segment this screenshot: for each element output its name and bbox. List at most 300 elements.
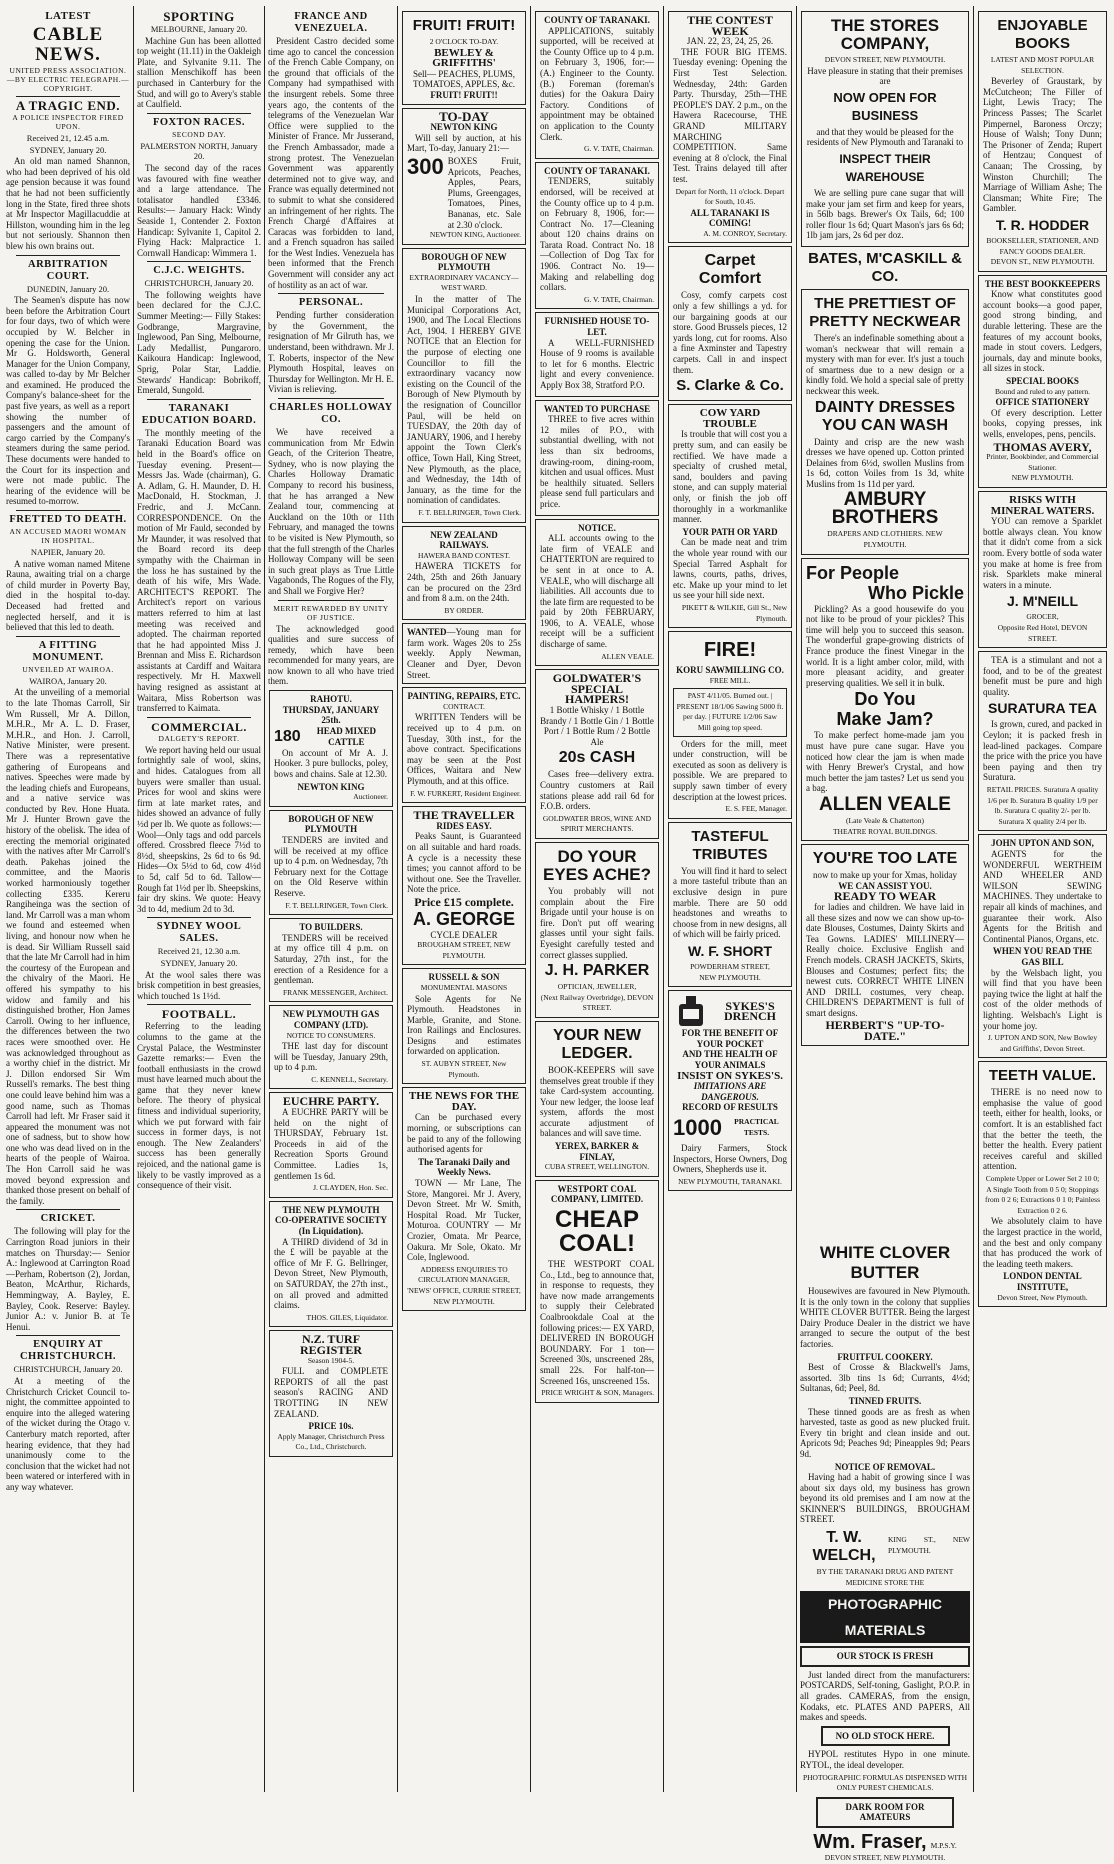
newton-king-count: 300	[407, 153, 444, 179]
football-body: Referring to the leading columns to the game at the Crystal Palace, the Westminster Gazette remarks:— Even the football enthusiasts in the crowd must have learned much about the game that they never knew before. The theory of physical fitness and individual superiority, which we put forward with fair success in former days, is not enough. The New Zealanders' success has been generally rejoiced, and the national game is likely to be vastly improved as a consequence of their visit.	[137, 1021, 261, 1191]
rahotu-date: THURSDAY, JANUARY 25th.	[282, 704, 380, 726]
newton-king-items: BOXES Fruit, Apricots, Peaches, Apples, Pears, Plums, Greengages, Tomatoes, Pines, Bananas, etc. Sale at 2.30 o'clock.	[447, 155, 521, 230]
cowyard-body: Is trouble that will cost you a pretty sum, and can easily be rectified. We have made a specialty of crushed metal, sand, boulders and paving stone, and can supply material only, or finish the job off thoroughly in a workmanlike manner.	[673, 429, 787, 525]
divider	[147, 113, 251, 114]
fraser-name: Wm. Fraser,	[813, 1830, 927, 1853]
books-ad	[978, 11, 1107, 272]
bottle-icon	[673, 994, 709, 1028]
too-late-assist: WE CAN ASSIST YOU.	[838, 880, 932, 891]
upton-title: JOHN UPTON AND SON,	[991, 838, 1094, 849]
sykes-count: 1000	[673, 1114, 722, 1140]
ambury-sub: DRAPERS AND CLOTHIERS. NEW PLYMOUTH.	[827, 529, 943, 550]
bookkeepers-title: THE BEST BOOKKEEPERS	[984, 278, 1101, 289]
monument-headline: A FITTING MONUMENT.	[32, 639, 104, 663]
eyes-body: You probably will not complain about the Fire Brigade until your house is on fire. Don't put off wearing glasses until your sight fails. Eyesight carefully tested and correct glasses supplied.	[540, 885, 654, 960]
upton-ad	[978, 834, 1107, 1058]
news-body: Can be purchased every morning, or subscriptions can be paid to any of the following authorised agents for	[407, 1112, 521, 1155]
builders-sign: FRANK MESSENGER, Architect.	[283, 987, 388, 997]
personal-headline: PERSONAL.	[298, 297, 364, 309]
coal-headline: CHEAP COAL!	[554, 1206, 639, 1258]
coop-title: THE NEW PLYMOUTH CO-OPERATIVE SOCIETY (In Liquidation).	[274, 1204, 388, 1236]
cjc-body: The following weights have been declared for the C.J.C. Summer Meeting:— Filly Stakes: Godbrange, Margravine, Inglewood, Pan Sing, Melbourne, Lady Medallist, Pungaroro. Kaikoura Handicap: Inglewood, Sprig, Polar Star, Laddie. Stewards' Handicap: Bobrikoff, Emerald, Sungold.	[137, 289, 261, 396]
sykes-line-4: IMITATIONS ARE DANGEROUS.	[693, 1081, 767, 1102]
news-address: ADDRESS ENQUIRIES TO CIRCULATION MANAGER, 'NEWS' OFFICE, CURRIE STREET, NEW PLYMOUTH.	[407, 1264, 521, 1306]
furnished-house-ad	[535, 312, 659, 396]
rahotu-head-line	[274, 726, 388, 748]
county-tenders-ad	[535, 162, 659, 310]
cowyard-ad	[668, 404, 792, 628]
parker-address: (Next Railway Overbridge), DEVON STREET.	[540, 992, 654, 1013]
monument-place: WAIROA, January 20.	[29, 675, 107, 686]
mneill-trade: GROCER,	[1026, 612, 1059, 622]
painting-title: PAINTING, REPAIRS, ETC.	[407, 691, 521, 702]
tragic-headline: A TRAGIC END.	[15, 98, 121, 113]
photo-fresh-box: OUR STOCK IS FRESH	[800, 1646, 970, 1667]
foxton-place: PALMERSTON NORTH, January 20.	[140, 140, 258, 162]
welch-row	[800, 1527, 970, 1567]
veale-notice-sign: ALLEN VEALE.	[601, 651, 654, 661]
hodder-name: T. R. HODDER	[995, 216, 1090, 233]
butter-body: Housewives are favoured in New Plymouth. It is the only town in the colony that supplies WHITE CLOVER BUTTER. Being the largest Dairy Produce Dealer in the district we have arranged to secure the output of the best factories.	[800, 1286, 970, 1349]
jam-body: To make perfect home-made jam you must have pure cane sugar. Have you noticed how clear the jam is when made with Henry Brewer's Crystal, and how much better the jam tastes? Let us send you a bag.	[806, 730, 964, 794]
teeth-ad	[978, 1061, 1107, 1307]
divider	[16, 255, 120, 256]
veale-notice-body: ALL accounts owing to the late firm of VEALE and CHATTERTON are required to be sent in at once to A. VEALE, who will discharge all liabilities. All accounts due to the late firm are requested to be paid by 20th FEBRUARY, 1906, to A. VEALE, whose receipt will be a sufficient discharge of same.	[540, 533, 654, 650]
photo-dark-room: DARK ROOM FOR AMATEURS	[816, 1797, 954, 1828]
rahotu-sale-ad	[269, 690, 393, 807]
france-headline: FRANCE AND VENEZUELA.	[294, 11, 368, 34]
photo-tagline: BY THE TARANAKI DRUG AND PATENT MEDICINE STORE THE	[816, 1567, 954, 1587]
removal-title: NOTICE OF REMOVAL.	[834, 1461, 936, 1472]
monument-body: At the unveiling of a memorial to the late Thomas Carroll, Sir Wm Russell, Mr A. Dillon, M.H.R., Mr A. L. D. Fraser, M.H.R., and Hon. J. Carroll, Native Minister, were present. There was a representative gathering of Europeans and natives. Speeches were made by the leading chiefs and Europeans, and a native service was conducted by Rev. Hone Huata. Mr J. Hunter Brown gave the history of the obelisk. The idea of erecting the memorial originated with the natives after Mr Carroll's death. Pakehas joined the committee, and the Maoris worked harmoniously together collecting £335. Kereru Rangiheinga was the section of land. Mr Carroll was a man whom we found and esteemed when living, and honour now when he is dead. Sir William Russell said that the late Mr Carroll had in him the courtesy of the European and the chivalry of the Maori. He offered his sympathy to his widow and family and his distinguished brother, Hon James Carroll. Owing to her influence, the differences between the two races were smoothed over. He was acknowledged throughout as a worthy chief in the district. Mr J. Dillon endorsed Sir Wm Russell's remarks. The best thing one could leave behind him was a good name, such as Thomas Carroll had left. Mr Fraser said it appeared the monument was not one of sadness, but to show how one who was dead lived on in the hearts of the people of Wairoa. The Hon Carroll said he was moved beyond expression and thanked those present on behalf of the family.	[6, 687, 130, 1206]
russell-title: RUSSELL & SON	[428, 972, 500, 983]
tinned-title: TINNED FRUITS.	[848, 1395, 922, 1406]
mineral-body: YOU can remove a Sparklet bottle always clean. You know that it didn't come from a sick room. Every bottle of soda water you make at home is free from risk. Sparklets make mineral waters in a minute.	[983, 516, 1102, 590]
tea-body: TEA is a stimulant and not a food, and to be of the greatest benefit must be pure and high quality.	[983, 655, 1102, 697]
holloway-headline: CHARLES HOLLOWAY CO.	[269, 402, 393, 425]
railways-body: HAWERA TICKETS for 24th, 25th and 26th January can be procured on the 23rd and from 8 a.m. on the 24th.	[407, 561, 521, 604]
coal-body: THE WESTPORT COAL Co., Ltd., beg to announce that, in response to requests, they have now made arrangements to supply their Celebrated Coalbrookdale Coal at the following prices:— EX YARD, DELIVERED IN BOROUGH BOUNDARY. For 1 ton—Screened 30s, unscreened 28s, small 22s. For half-ton—Screened 16s, unscreened 15s.	[540, 1259, 654, 1386]
ledger-body: BOOK-KEEPERS will save themselves great trouble if they take Card-system accounting. Your new ledger, the loose leaf system, affords the most accurate adjustment of balances and will save time.	[540, 1064, 654, 1139]
column-8	[977, 8, 1108, 1796]
coop-body: A THIRD dividend of 3d in the £ will be payable at the office of Mr F. G. Bellringer, Devon Street, New Plymouth, on SATURDAY, the 27th inst., on all proved and admitted claims.	[274, 1236, 388, 1311]
divider	[16, 510, 120, 511]
goldwater-items: 1 Bottle Whisky / 1 Bottle Brandy / 1 Bottle Gin / 1 Bottle Port / 1 Bottle Rum / 2 Bottle Ale	[540, 705, 654, 747]
wool-body: At the wool sales there was brisk competition in best greasies, which touched 1s 1½d.	[137, 969, 261, 1001]
neckwear-body: There's an indefinable something about a woman's neckwear that will remain a mystery with man for ever. It's just a touch of smartness due to a new design or a kindly fold. We hold a special sale of pretty neckwear this week.	[806, 332, 964, 396]
turf-sign: Apply Manager, Christchurch Press Co., Ltd., Christchurch.	[277, 1431, 385, 1452]
office-stationery-title: OFFICE STATIONERY	[995, 397, 1090, 408]
france-body: President Castro decided some time ago to cancel the concession of the French Cable Company, on the ground that officials of the Company had sympathised with the insurgent rebels. Some three years ago, the contents of the telegrams of the Venezuelan War Office were supplied to the Minister of France. Mr Jusserand, the French Ambassador, made a strong protest. The Venezuelan Government was apparently determined not to give way, and France was equally determined not to submit to what she considered an infringement of her rights. The French Chargé d'Affaires at Caracas was forbidden to land, and a French squadron has sailed for the West Indies. Venezuela has been informed that the French Government will consider any act of hostility as an act of war.	[268, 36, 394, 290]
masthead-latest: LATEST	[45, 10, 91, 22]
veale-notice-title: NOTICE.	[578, 522, 616, 533]
divider	[16, 636, 120, 637]
jam-line-2: Make Jam?	[836, 709, 934, 730]
dresses-title: DAINTY DRESSES YOU CAN WASH	[814, 398, 956, 434]
coal-title: WESTPORT COAL COMPANY, LIMITED.	[550, 1183, 644, 1205]
contest-title: THE CONTEST WEEK	[687, 13, 773, 38]
fruitful-body: Best of Crosse & Blackwell's Jams, assorted. 3lb tins 1s 6d; Currants, 4½d; Sultanas, 6d; Peel, 8d.	[800, 1362, 970, 1394]
wanted-ad	[402, 623, 526, 684]
welch-address: KING ST., NEW PLYMOUTH.	[888, 1535, 970, 1555]
sporting-place: MELBOURNE, January 20.	[150, 24, 248, 34]
fire-title: FIRE!	[703, 639, 757, 662]
suratura-prices: RETAIL PRICES. Suratura A quality 1/6 per lb. Suratura B quality 1/9 per lb. Suratura C quality 2/- per lb. Suratura X quality 2/4 per lb.	[986, 785, 1099, 826]
divider	[147, 399, 251, 400]
london-dental-address: Devon Street, New Plymouth.	[997, 1292, 1088, 1302]
gas-notice-sub: NOTICE TO CONSUMERS.	[286, 1030, 376, 1040]
borough-election-title: BOROUGH OF NEW PLYMOUTH	[421, 251, 507, 273]
column-rule	[264, 6, 265, 1792]
railways-title: NEW ZEALAND RAILWAYS.	[430, 529, 498, 551]
westport-coal-ad	[535, 1180, 659, 1403]
traveller-body: Peaks Saunt, is Guaranteed on all suitable and hard roads. A cycle is a necessity these times; you cannot afford to be without one. See the Traveller. Note the price.	[407, 831, 521, 895]
sykes-header	[673, 994, 787, 1028]
furnished-body: A WELL-FURNISHED House of 9 rooms is available to let for 6 months. Electric light and every convenience. Apply Box 38, Stratford P.O.	[540, 337, 654, 390]
education-headline: TARANAKI EDUCATION BOARD.	[141, 402, 257, 426]
bookkeepers-ad	[978, 275, 1107, 488]
holloway-body: We have received a communication from Mr Edwin Geach, of the Criterion Theatre, Sydney, who is now playing the Charles Holloway Dramatic Company to record his business, that he has arranged a New Zealand tour, commencing at Auckland on the 10th or 11th February, and managed the towns to be visited is New Plymouth, so that the full strength of the Charles Holloway Company will be seen in such great plays as True Little Vagabonds, The Rogues of the Fly, and Shall we Forgive Her?	[268, 427, 394, 596]
coal-sign: PRICE WRIGHT & SON, Managers.	[541, 1388, 654, 1398]
fretted-body: A native woman named Mitene Rauna, awaiting trial on a charge of child murder in Poverty Bay, died in the hospital to-day. Deceased had fretted and neglected herself, and it is believed that this led to death.	[6, 558, 130, 633]
divider	[147, 917, 251, 918]
fire-table: PAST 4/11/05. Burned out. | PRESENT 18/1/06 Sawing 5000 ft. per day. | FUTURE 1/2/06 Saw Mill going top speed.	[673, 688, 787, 736]
arbitration-place: DUNEDIN, January 20.	[26, 283, 110, 294]
russell-ad	[402, 968, 526, 1084]
commercial-headline: COMMERCIAL.	[151, 719, 247, 734]
borough-election-sub: EXTRAORDINARY VACANCY—WEST WARD.	[409, 272, 519, 293]
mneill-name: J. M'NEILL	[1007, 593, 1078, 610]
neckwear-ad	[801, 289, 969, 555]
gas-notice-ad	[269, 1005, 393, 1089]
turf-season: Season 1904-5.	[307, 1355, 355, 1365]
turf-title: N.Z. TURF REGISTER	[299, 1332, 363, 1357]
bewley-title: BEWLEY & GRIFFITHS'	[432, 46, 496, 70]
turf-price: PRICE 10s.	[308, 1421, 354, 1432]
education-body: The monthly meeting of the Taranaki Education Board was held in the Board's office on Tuesday evening. Present—Messrs Jas. Wade (chairman), G. A. Adlam, G. H. Maunder, D. H. MacDonald, H. Stockman, J. Fredric, and J. McCann. CORRESPONDENCE. On the motion of Mr Fauld, seconded by Mr Maunder, it was resolved that the Board record its deep sympathy with the Chairman in the loss he has sustained by the death of his wife, Mrs Wade. ARCHITECT'S REPORT. The Architect's report on various matters referred to him at last meeting was received and adopted. The chairman reported that he had appointed Miss J. Brennan and Miss E. Richardson assistants at Cardiff and Waitara respectively. Mr H. Maxwell having resigned as assistant at Waitara, Miss Robertson was transferred to Kaimata.	[137, 427, 261, 714]
too-late-title: YOU'RE TOO LATE	[812, 850, 958, 868]
allen-veale-name: ALLEN VEALE	[819, 793, 951, 815]
too-late-ad	[801, 844, 969, 1046]
builders-title: TO BUILDERS.	[299, 922, 363, 933]
stores-company-ad	[801, 11, 969, 247]
divider	[147, 717, 251, 718]
painting-sign: F. W. FURKERT, Resident Engineer.	[410, 788, 521, 798]
short-street: POWDERHAM STREET,	[690, 961, 770, 971]
too-late-body: now to make up your for Xmas, holiday	[813, 870, 957, 881]
divider	[16, 96, 120, 97]
upton-body: AGENTS for the WONDERFUL WERTHEIM AND WHEELER AND WILSON SEWING MACHINES. They undertake to repair all kinds of machines, and guarantee their work. Also Agents for the British and Continental Pianos, Organs, etc.	[983, 849, 1102, 944]
builders-body: TENDERS will be received at my office till 4 p.m. on Saturday, 27th inst., for the erection of a Residence for a gentleman.	[274, 932, 388, 986]
tinned-body: These tinned goods are as fresh as when harvested, taste as good as new plucked fruit. Every tin bright and clean inside and out. Apricots 9d; Peaches 9d; Pineapples 9d; Pears 9d.	[800, 1406, 970, 1459]
stores-list: We are selling pure cane sugar that will make your jam set firm and keep for years, in 56lb bags. Brewer's Ox Tails, 6d; 100 roller flour 1s 6d; Quart Mason's jars 6s 6d; 1lb jam jars, 2s 6d per doz.	[806, 187, 964, 241]
news-agents-list: TOWN — Mr Lane, The Store, Mangorei. Mr J. Avery, Devon Street. Mr W. Smith, Hospital Road. Mr Tucker, Moturoa. COUNTRY — Mr Crozier, Omata. Mr Pearce, Oakura. Mr Sole, Okato. Mr Cole, Inglewood.	[407, 1178, 521, 1263]
sykes-tests: PRACTICAL TESTS.	[734, 1117, 779, 1137]
goldwater-sign: GOLDWATER BROS, WINE AND SPIRIT MERCHANTS.	[542, 813, 652, 834]
column-3	[268, 8, 394, 1796]
tragic-subhead: A POLICE INSPECTOR FIRED UPON.	[12, 113, 124, 131]
removal-body: Having had a habit of growing since I was about six days old, my business has grown beyond its old premises and I am now at the SKINNER'S BUILDINGS, BROUGHAM STREET.	[800, 1472, 970, 1525]
tragic-place: SYDNEY, January 20.	[29, 144, 107, 155]
foxton-headline: FOXTON RACES.	[152, 116, 246, 128]
george-trade: CYCLE DEALER	[430, 929, 498, 940]
monument-subhead: UNVEILED AT WAIROA.	[22, 664, 114, 674]
fruit-title: FRUIT! FRUIT!	[412, 17, 516, 34]
county-tenders-title: COUNTY OF TARANAKI.	[544, 165, 650, 176]
euchre-title: EUCHRE PARTY.	[282, 1094, 380, 1109]
railways-ad	[402, 526, 526, 621]
divider	[16, 1209, 120, 1210]
fretted-place: NAPIER, January 20.	[30, 547, 106, 557]
office-stationery-body: Of every description. Letter books, copying presses, ink wells, envelopes, pens, pencils.	[983, 407, 1102, 439]
bates-name: BATES, M'CASKILL & CO.	[808, 249, 962, 285]
traveller-price: Price £15 complete.	[414, 894, 514, 909]
suratura-body: Is grown, cured, and packed in Ceylon; it is packed fresh in lead-lined packages. Compare the price with the price you have been paying and then try Suratura.	[983, 719, 1102, 783]
foxton-subhead: SECOND DAY.	[172, 129, 226, 139]
coop-ad	[269, 1201, 393, 1328]
rahotu-count: 180	[274, 727, 301, 745]
hodder-address: DEVON ST., NEW PLYMOUTH.	[990, 257, 1095, 267]
fraser-row	[800, 1831, 970, 1853]
avery-trade: Printer, Bookbinder, and Commercial Stationer.	[986, 452, 1099, 472]
fire-sign: E. S. FEE, Manager.	[725, 804, 787, 814]
photo-body: Just landed direct from the manufacturers: POSTCARDS, Self-toning, Gaslight, P.O.P. in all grades. CAMERAS, from the ensign, Kodaks, etc. PLATES AND PAPERS, All makes and speeds.	[800, 1669, 970, 1723]
wool-place: SYDNEY, January 20.	[160, 957, 238, 968]
column-4	[401, 8, 527, 1796]
contest-trains: Depart for North, 11 o'clock. Depart for South, 10.45.	[675, 186, 785, 207]
sporting-headline: SPORTING	[163, 9, 235, 24]
county-title: COUNTY OF TARANAKI.	[544, 15, 650, 25]
borough-election-sign: F. T. BELLRINGER, Town Clerk.	[418, 507, 521, 517]
goldwater-price: 20s CASH	[558, 749, 636, 767]
stores-address: DEVON STREET, NEW PLYMOUTH.	[824, 55, 946, 64]
traveller-title: THE TRAVELLER	[413, 808, 515, 823]
too-late-list: for ladies and children. We have laid in all these sizes and now we can show up-to-date Blouses, Costumes, Dainty Skirts and Tea Gowns. LADIES' MILLINERY—Really choice. Exclusive English and French models. CRASH JACKETS, Skirts, Blouses and Costumes; perfect fits; the newest cuts. CORRECT WHITE LINEN AND DRILL costumes, very cheap. CHILDREN'S DEPARTMENT is full of smart designs.	[806, 901, 964, 1018]
furnished-title: FURNISHED HOUSE TO-LET.	[544, 316, 650, 338]
column-1	[6, 8, 130, 1796]
news-paper-name: The Taranaki Daily and Weekly News.	[418, 1156, 510, 1178]
jam-line-1: Do You	[854, 689, 916, 710]
sykes-brand: SYKES'S DRENCH	[723, 998, 776, 1024]
news-agents-ad	[402, 1087, 526, 1311]
cjc-place: CHRISTCHURCH, January 20.	[144, 278, 254, 289]
sporting-body: Machine Gun has been allotted top weight (11.11) in the Oakleigh Plate, and Sylvanite 9.11. The stallion Menschikoff has been purchased in Canterbury for the Stud, and will go to Avery's stable at Caulfield.	[137, 35, 261, 110]
russell-body: Sole Agents for Ne Plymouth. Headstones in Marble, Granite, and Stone. Iron Railings and Enclosures. Designs and estimates forwarded on application.	[407, 993, 521, 1057]
borough-tender-sign: F. T. BELLRINGER, Town Clerk.	[285, 900, 388, 910]
newton-king-body: Will sell by auction, at his Mart, To-day, January 21:—	[407, 132, 521, 154]
hodder-trade: BOOKSELLER, STATIONER, AND FANCY GOODS DEALER.	[986, 235, 1099, 256]
gas-bill-sign: J. UPTON AND SON, New Bowley and Griffiths', Devon Street.	[987, 1033, 1098, 1053]
newton-king-ad	[402, 108, 526, 245]
divider	[147, 1004, 251, 1005]
goldwater-ad	[535, 669, 659, 839]
contest-tag: ALL TARANAKI IS COMING!	[690, 207, 770, 229]
enquiry-headline: ENQUIRY AT CHRISTCHURCH.	[19, 1339, 117, 1363]
wool-headline: SYDNEY WOOL SALES.	[156, 921, 242, 945]
borough-election-ad	[402, 248, 526, 523]
books-title: ENJOYABLE BOOKS	[997, 17, 1088, 52]
fruit-ad	[402, 11, 526, 105]
stores-inspect: INSPECT THEIR WAREHOUSE	[839, 151, 931, 184]
bewley-tag: FRUIT! FRUIT!!	[430, 89, 498, 100]
special-books-title: SPECIAL BOOKS	[1006, 376, 1079, 387]
column-7-lower	[800, 1240, 970, 1862]
contest-sign: A. M. CONROY, Secretary.	[703, 228, 787, 238]
sykes-ad	[668, 990, 792, 1191]
fire-ad	[668, 631, 792, 819]
herbert-name: HERBERT'S "UP-TO-DATE."	[825, 1018, 945, 1044]
sykes-line-5: RECORD OF RESULTS	[682, 1102, 778, 1113]
euchre-body: A EUCHRE PARTY will be held on the night of THURSDAY, February 1st. Proceeds in aid of the Recreation Sports Ground Committee. Ladies 1s, gentlemen 1s 6d.	[274, 1107, 388, 1181]
wanted-purchase-ad	[535, 400, 659, 516]
newton-king-sign: NEWTON KING, Auctioneer.	[429, 230, 521, 240]
books-sub: LATEST AND MOST POPULAR SELECTION.	[990, 55, 1095, 75]
clarke-name: S. Clarke & Co.	[676, 377, 784, 395]
merit-body: The acknowledged good qualities and sure success of remedy, which have been recommended for many years, are now known to all who have tried them.	[268, 623, 394, 687]
eyes-ad	[535, 842, 659, 1018]
today-title: TO-DAY	[439, 108, 489, 124]
coop-sign: THOS. GILES, Liquidator.	[306, 1312, 388, 1322]
suratura-ad	[978, 651, 1107, 831]
tributes-body: You will find it hard to select a more tasteful tribute than an exclusive design in pure marble. There are 50 odd headstones and wreaths to choose from in new designs, all of which will be fairly priced.	[673, 865, 787, 940]
borough-election-body: In the matter of The Municipal Corporations Act, 1900, and The Local Elections Act, 1904. I HEREBY GIVE NOTICE that an Election for the purpose of electing one Councillor to fill the extraordinary vacancy now existing on the Council of the Borough of New Plymouth by the resignation of Councillor Paul, will be held on TUESDAY, the 20th day of JANUARY, 1906, and I hereby appoint the Town Clerk's office, Town Hall, King Street, New Plymouth, as the place, and Wednesday, the 14th of January, as the time for the nomination of candidates.	[407, 294, 521, 506]
teeth-title: TEETH VALUE.	[988, 1067, 1097, 1085]
russell-sub: MONUMENTAL MASONS	[420, 982, 508, 992]
fire-body: Orders for the mill, meet under construction, will be executed as soon as delivery is possible. We are prepared to supply sawn timber of every description at the lowest prices.	[673, 738, 787, 802]
london-dental-name: LONDON DENTAL INSTITUTE,	[1003, 1271, 1082, 1292]
stores-body: and that they would be pleased for the residents of New Plymouth and Taranaki to	[806, 126, 964, 148]
contest-week-ad	[668, 11, 792, 243]
goldwater-title: GOLDWATER'S SPECIAL HAMPERS!	[552, 671, 642, 707]
cowyard-subtitle: YOUR PATH OR YARD	[682, 526, 778, 537]
masthead-subtitle: UNITED PRESS ASSOCIATION.—BY ELECTRIC TELEGRAPH.—COPYRIGHT.	[6, 66, 130, 93]
enquiry-place: CHRISTCHURCH, January 20.	[13, 1364, 123, 1375]
euchre-ad	[269, 1092, 393, 1197]
commercial-body: We report having held our usual fortnightly sale of wool, skins, and hides. Catalogues from all buyers were smaller than usual. Prices for wool and skins were firm at late market rates, and hides showed an advance of fully ½d per lb. We quote as follows:— Wool—Only tags and odd parcels offered. Crossbred fleece 7½d to 8½d, sheepskins, 2s 6d to 6s 9d. Hides—Ox 5½d to 6d, cow 4½d to 5d, calf 5d to 6d. Tallow—Rough fat 1½d per lb. Sheepskins, fair dry skins. We quote: Heavy 3d to 4d, medium 2d to 3d.	[137, 744, 261, 914]
cjc-headline: C.J.C. WEIGHTS.	[153, 265, 245, 277]
rahotu-auctioneer: NEWTON KING	[297, 781, 365, 792]
suratura-title: SURATURA TEA	[988, 700, 1097, 717]
cowyard-body-2: Can be made neat and trim the whole year round with our Special Tarred Asphalt for lawns, courts, paths, drives, etc. Make up your mind to let us see your hill side next.	[673, 537, 787, 601]
sykes-record	[673, 1113, 787, 1143]
sykes-body: Dairy Farmers, Stock Inspectors, Horse Owners, Dog Owners, Shepherds use it.	[673, 1142, 787, 1175]
books-list: Beverley of Graustark, by McCutcheon; The Filler of Light, Lewis Tracy; The Princess Passes; The Scarlet Pimpernel, Baroness Orczy; House of Walsh; Tony Dunn; The Prisoner of Zenda; Rupert of Hentzau; Conquest of Canaan; The Crossing, by Winston Churchill; The Marriage of William Ashe; The Clansman; White Fire; The Gambler.	[983, 76, 1102, 214]
special-books-body: Bound and ruled to any pattern.	[995, 386, 1090, 396]
commercial-subhead: DALGETY'S REPORT.	[158, 733, 240, 743]
wanted-purchase-body: THREE to five acres within 12 miles of P.O., with substantial dwelling, with not less than six bedrooms, drawing-room, dining-room, kitchen and usual offices. Must be healthily situated. Sellers please send full particulars and price.	[540, 414, 654, 509]
photo-banner: PHOTOGRAPHIC MATERIALS	[800, 1591, 970, 1643]
rahotu-role: Auctioneer.	[353, 792, 388, 802]
george-name: A. GEORGE	[412, 908, 515, 929]
fire-mill: FREE MILL.	[709, 675, 751, 685]
tributes-title: TASTEFUL TRIBUTES	[691, 827, 769, 863]
gas-notice-body: THE last day for discount will be Tuesday, January 29th, up to 4 p.m.	[274, 1041, 388, 1073]
teeth-price-table: Complete Upper or Lower Set 2 10 0; A Single Tooth from 0 5 0; Stoppings from 0 2 6; Extractions 0 1 0; Painless Extraction 0 2 6.	[985, 1174, 1100, 1215]
gas-notice-title: NEW PLYMOUTH GAS COMPANY (LTD).	[282, 1009, 380, 1030]
wanted-title: WANTED	[407, 627, 447, 638]
column-rule	[133, 6, 134, 1792]
news-title: THE NEWS FOR THE DAY.	[408, 1090, 520, 1113]
column-6	[667, 8, 793, 1796]
butter-title: WHITE CLOVER BUTTER	[819, 1243, 951, 1282]
wanted-purchase-title: WANTED TO PURCHASE	[543, 403, 651, 414]
photo-hypol: HYPOL restitutes Hypo in one minute. RYTOL, the ideal developer.	[800, 1749, 970, 1770]
fire-company: KORU SAWMILLING CO.	[676, 665, 784, 676]
mineral-title: RISKS WITH MINERAL WATERS.	[990, 493, 1095, 517]
pickle-ad	[801, 558, 969, 842]
pikett-sign: PIKETT & WILKIE, Gill St., New Plymouth.	[681, 602, 787, 623]
photo-no-old-stock: NO OLD STOCK HERE.	[821, 1726, 950, 1747]
bookkeepers-body: Know what constitutes good account books—a good paper, good strong binding, and durable lettering. These are the features of my account books, made in stout covers. Ledgers, journals, day and minute books, all sizes in stock.	[983, 289, 1102, 374]
rahotu-text: On account of Mr A. J. Hooker. 3 pure bullocks, poley, bows and chains. Sale at 12.30.	[274, 747, 388, 780]
column-2	[137, 8, 261, 1796]
county-body: APPLICATIONS, suitably supported, will be received at the County Office up to 4 p.m. on February 3, 1906, for:— (A.) Engineer to the County. (B.) Foreman (foreman's duties) for the Oakura Dairy Factory. Conditions of appointment may be obtained on application to the County Clerk.	[540, 25, 654, 142]
avery-name: THOMAS AVERY,	[993, 439, 1092, 454]
column-rule	[796, 6, 797, 1792]
rahotu-cattle: HEAD MIXED CATTLE	[316, 726, 376, 747]
avery-address: NEW PLYMOUTH.	[1011, 473, 1074, 483]
allen-veale-sub: (Late Veale & Chatterton)	[846, 815, 924, 825]
county-applications-ad	[535, 11, 659, 159]
gas-notice-sign: C. KENNELL, Secretary.	[311, 1074, 388, 1084]
sykes-sign: NEW PLYMOUTH, TARANAKI.	[678, 1176, 782, 1186]
russell-address: ST. AUBYN STREET, New Plymouth.	[421, 1059, 507, 1079]
stores-open: NOW OPEN FOR BUSINESS	[833, 89, 937, 123]
veale-notice-ad	[535, 519, 659, 667]
column-rule	[397, 6, 398, 1792]
pickle-body: Pickling? As a good housewife do you not like to be proud of your pickles? This time will help you to succeed this season. The wonderful grape-growing districts of France produce the finest Vinegar in the world. It is a light amber color, mild, with more pleasant acidity, and greater preserving qualities. We sell it in bulk.	[806, 603, 964, 688]
mineral-waters-ad	[978, 491, 1107, 648]
traveller-ad	[402, 806, 526, 965]
tragic-date: Received 21, 12.45 a.m.	[26, 133, 110, 143]
tributes-ad	[668, 822, 792, 987]
stores-title: THE STORES COMPANY,	[830, 16, 940, 53]
contest-body: THE FOUR BIG ITEMS. Tuesday evening: Opening the First Test Selection. Wednesday, 24th: Garden Party. Thursday, 25th—THE PEOPLE'S DAY. 2 p.m., on the Hawera Racecourse, THE GRAND MILITARY MARCHING COMPETITION. Same evening at 8 o'clock, the Final Test. Trains delayed till after test.	[673, 46, 787, 184]
eyes-title: DO YOUR EYES ACHE?	[542, 846, 651, 884]
parker-trade: OPTICIAN, JEWELLER,	[557, 982, 637, 992]
fruit-time: 2 O'CLOCK TO-DAY.	[429, 37, 499, 46]
divider	[278, 398, 384, 399]
carpet-body: Cosy, comfy carpets cost only a few shillings a yd. for our bargaining goods at our store. Good Brussels pieces, 12 yards long, cut for rooms. Also a fine Axminster and Tapestry carpets. Call in and inspect them.	[673, 290, 787, 375]
contest-dates: JAN. 22, 23, 24, 25, 26.	[686, 36, 774, 47]
builders-ad	[269, 918, 393, 1002]
wool-date: Received 21, 12.30 a.m.	[157, 946, 241, 957]
fruitful-title: FRUITFUL COOKERY.	[837, 1351, 933, 1362]
short-town: NEW PLYMOUTH.	[699, 972, 761, 982]
fraser-credentials: M.P.S.Y.	[930, 1840, 957, 1850]
column-rule	[530, 6, 531, 1792]
masthead	[6, 10, 130, 93]
newton-king-name: NEWTON KING	[430, 122, 498, 133]
gas-bill-title: WHEN YOU READ THE GAS BILL	[992, 946, 1093, 967]
ledger-firm: YEREX, BARKER & FINLAY,	[554, 1141, 640, 1162]
turf-body: FULL and COMPLETE REPORTS of all the past season's RACING AND TROTTING IN NEW ZEALAND.	[274, 1366, 388, 1419]
railways-sign: BY ORDER.	[444, 605, 484, 615]
allen-veale-address: THEATRE ROYAL BUILDINGS.	[832, 826, 938, 836]
carpet-ad	[668, 246, 792, 401]
railways-sub: HAWERA BAND CONTEST.	[418, 550, 510, 560]
fretted-subhead: AN ACCUSED MAORI WOMAN IN HOSPITAL.	[9, 527, 127, 545]
arbitration-headline: ARBITRATION COURT.	[28, 258, 108, 282]
teeth-footer: We absolutely claim to have the largest practice in the world, and the best and only company that has produced the work of the leading teeth makers.	[983, 1216, 1102, 1269]
fretted-headline: FRETTED TO DEATH.	[9, 514, 127, 525]
painting-ad	[402, 687, 526, 803]
column-rule	[973, 6, 974, 1792]
dresses-body: Dainty and crisp are the new wash dresses we have opened up. Cotton printed Delaines from 6½d, swollen Muslins from 1s 6d, cotton Voiles from 1s 3d, white Muslins from 1s 11d per yard.	[806, 436, 964, 489]
bewley-body: Sell— PEACHES, PLUMS, TOMATOES, APPLES, &c.	[412, 68, 516, 90]
stores-intro: Have pleasure in stating that their premises are	[807, 65, 963, 87]
fraser-address: DEVON STREET, NEW PLYMOUTH.	[824, 1852, 946, 1862]
